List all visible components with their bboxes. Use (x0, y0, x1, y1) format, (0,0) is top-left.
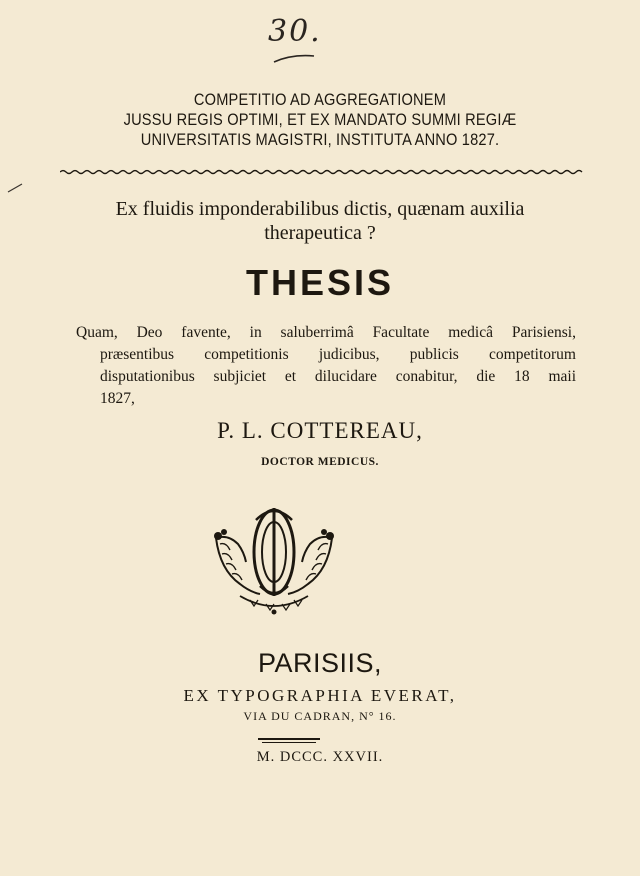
monogram-emblem-icon (210, 500, 338, 618)
header-line-3: UNIVERSITATIS MAGISTRI, INSTITUTA ANNO 1827. (140, 130, 500, 149)
dedication-line-2: præsentibus competitionis judicibus, publicis competitorum (100, 346, 576, 363)
handwritten-underline-icon (272, 52, 316, 64)
author-name: P. L. COTTEREAU, (217, 418, 423, 443)
author-title: DOCTOR MEDICUS. (261, 456, 379, 468)
question-line-2: therapeutica ? (264, 222, 376, 244)
header-line-1: COMPETITIO AD AGGREGATIONEM (193, 90, 447, 109)
pen-mark-icon (6, 182, 24, 194)
imprint-printer: EX TYPOGRAPHIA EVERAT, (183, 686, 457, 705)
dedication-line-4: 1827, (100, 390, 135, 407)
dedication-line-1: Quam, Deo favente, in saluberrimâ Facultate medicâ Parisiensi, (76, 324, 576, 341)
thesis-title: THESIS (245, 262, 395, 303)
imprint-address: VIA DU CADRAN, N° 16. (243, 709, 397, 723)
dedication-line-3: disputationibus subjiciet et dilucidare conabitur, die 18 maii (100, 368, 576, 385)
year-rule-thin (262, 742, 316, 743)
handwritten-number: 30. (268, 14, 322, 49)
year-rule (258, 738, 320, 740)
imprint-year: M. DCCC. XXVII. (256, 749, 384, 765)
header-line-2: JUSSU REGIS OPTIMI, ET EX MANDATO SUMMI REGIÆ (123, 110, 517, 129)
ornamental-rule (60, 168, 584, 176)
imprint-city: PARISIIS, (257, 648, 383, 678)
question-line-1: Ex fluidis imponderabilibus dictis, quænam auxilia (115, 198, 525, 220)
